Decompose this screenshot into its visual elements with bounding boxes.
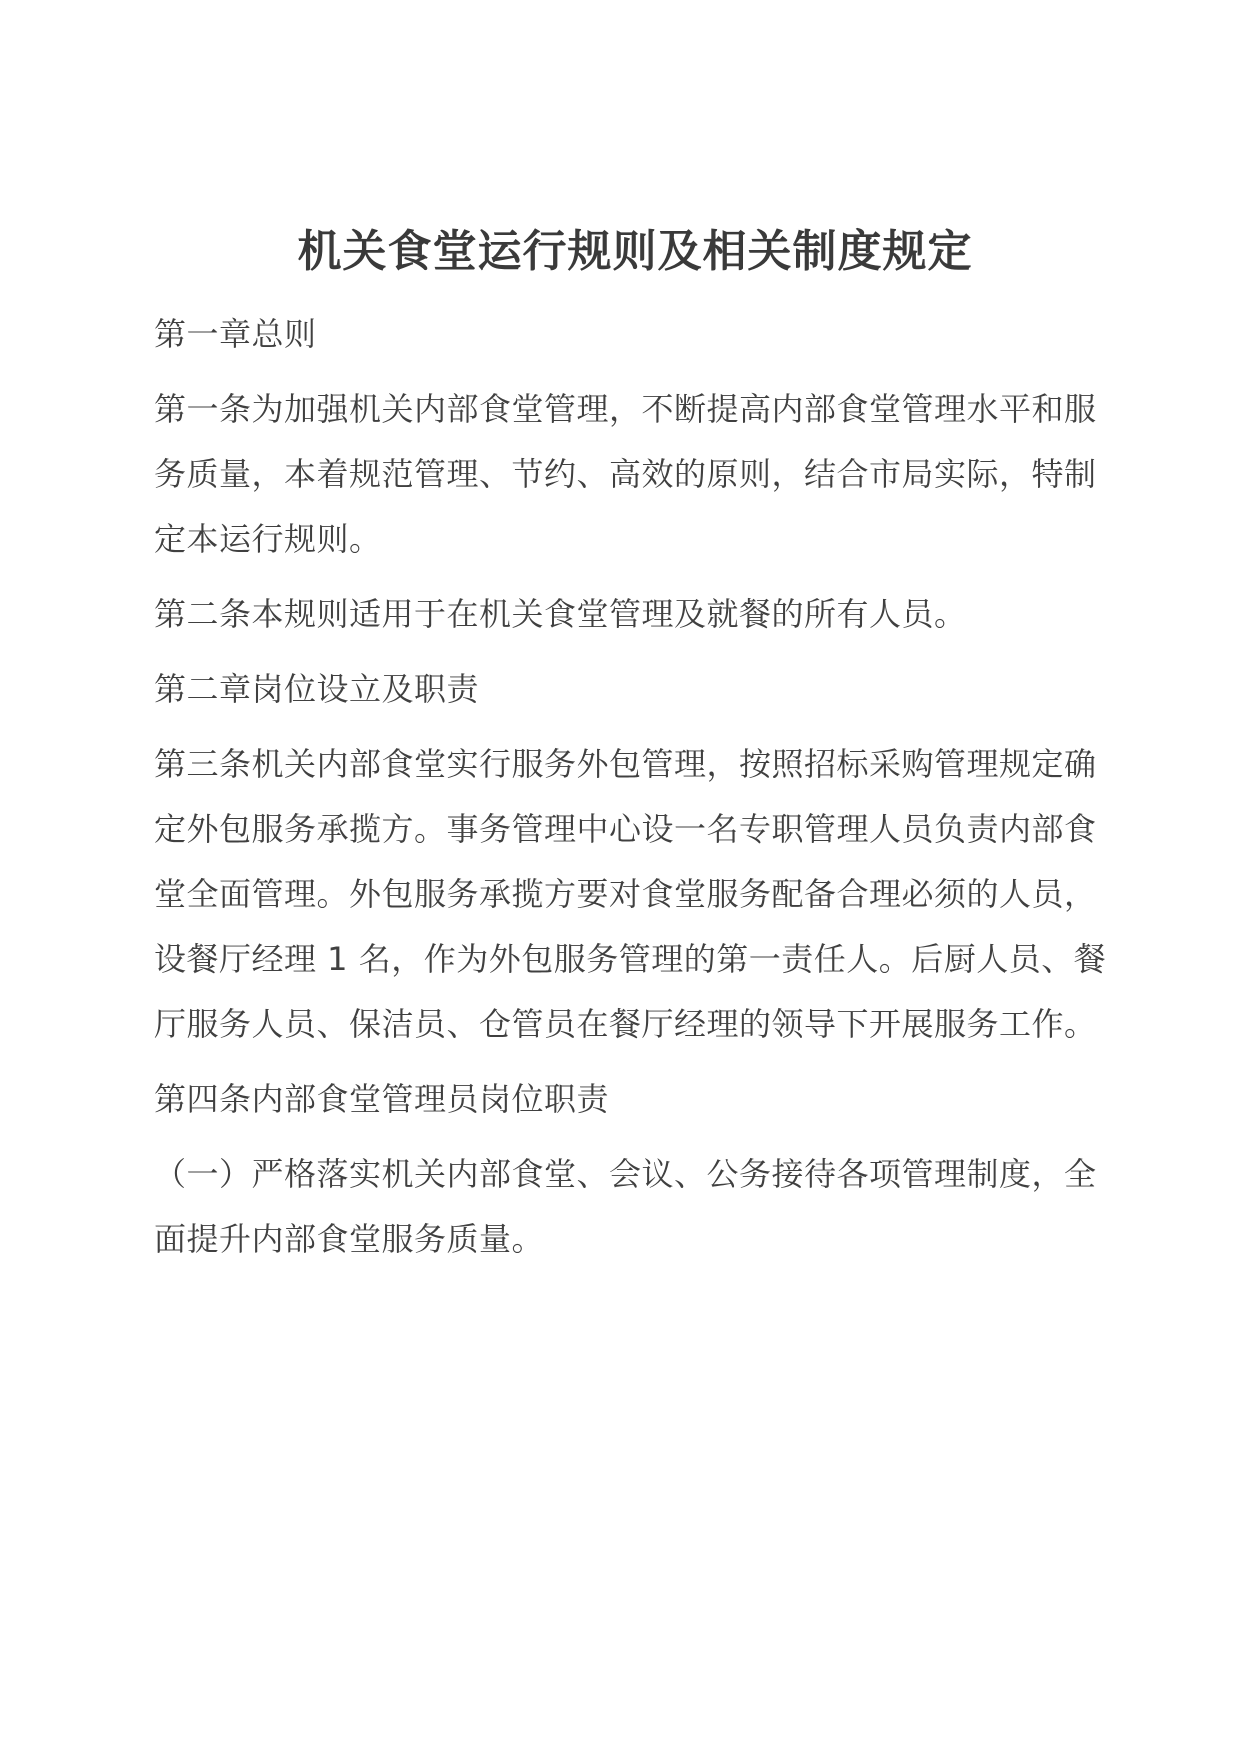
article-3: 第三条机关内部食堂实行服务外包管理，按照招标采购管理规定确定外包服务承揽方。事务管理中心设一名专职管理人员负责内部食堂全面管理。外包服务承揽方要对食堂服务配备合理必须的人员，设餐厅经理 1 名，作为外包服务管理的第一责任人。后厨人员、餐厅服务人员、保洁员、仓管员在餐厅经理的领导下开展服务工作。	[154, 745, 1107, 1043]
article-4: 第四条内部食堂管理员岗位职责	[154, 1080, 610, 1118]
article-2: 第二条本规则适用于在机关食堂管理及就餐的所有人员。	[154, 595, 967, 633]
chapter-heading-1: 第一章总则	[154, 315, 317, 353]
document-title: 机关食堂运行规则及相关制度规定	[297, 226, 973, 277]
chapter-heading-2: 第二章岗位设立及职责	[154, 670, 480, 708]
article-4-item-1: （一）严格落实机关内部食堂、会议、公务接待各项管理制度，全面提升内部食堂服务质量。	[154, 1155, 1097, 1258]
article-1: 第一条为加强机关内部食堂管理，不断提高内部食堂管理水平和服务质量，本着规范管理、节约、高效的原则，结合市局实际，特制定本运行规则。	[154, 390, 1097, 558]
